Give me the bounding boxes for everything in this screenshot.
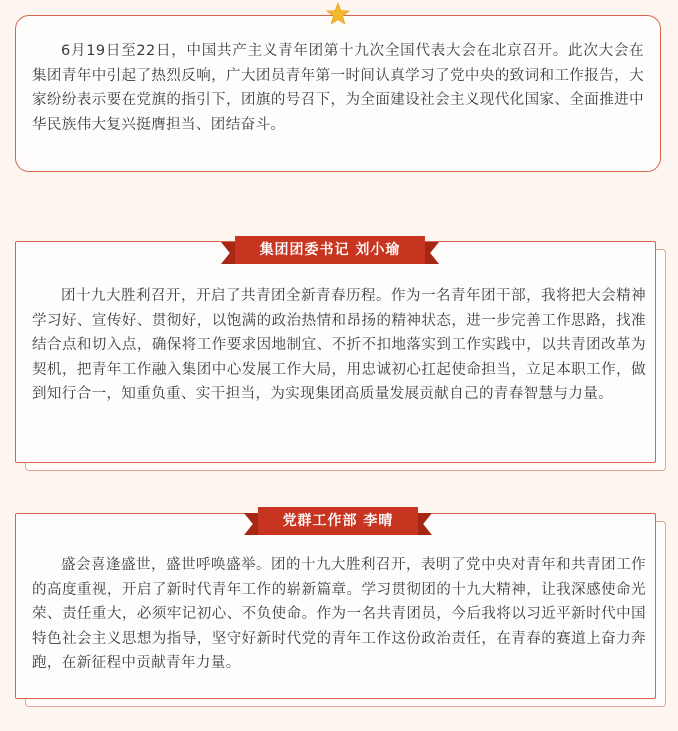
section-2-ribbon [244,507,432,535]
star-icon [326,2,350,26]
section-2-paragraph: 盛会喜逢盛世，盛世呼唤盛举。团的十九大胜利召开，表明了党中央对青年和共青团工作的高度重视，开启了新时代青年工作的崭新篇章。学习贯彻团的十九大精神，让我深感使命光荣、责任重大，必须牢记初心、不负使命。作为一名共青团员，今后我将以习近平新时代中国特色社会主义思想为指导，坚守好新时代党的青年工作这份政治责任，在青春的赛道上奋力奔跑，在新征程中贡献青年力量。 [32,557,646,672]
section-1-ribbon [221,236,439,264]
section-2-title: 党群工作部 李晴 [282,513,394,529]
intro-paragraph: 6月19日至22日，中国共产主义青年团第十九次全国代表大会在北京召开。此次大会在集团青年中引起了热烈反响，广大团员青年第一时间认真学习了党中央的致词和工作报告，大家纷纷表示要在党旗的指引下，团旗的号召下，为全面建设社会主义现代化国家、全面推进中华民族伟大复兴挺膺担当、团结奋斗。 [32,43,644,133]
section-1-title: 集团团委书记 刘小瑜 [259,242,401,258]
section-1-paragraph: 团十九大胜利召开，开启了共青团全新青春历程。作为一名青年团干部，我将把大会精神学习好、宣传好、贯彻好，以饱满的政治热情和昂扬的精神状态，进一步完善工作思路，找准结合点和切入点，确保将工作要求因地制宜、不折不扣地落实到工作实践中，以共青团改革为契机，把青年工作融入集团中心发展工作大局，用忠诚初心扛起使命担当，立足本职工作，做到知行合一，知重负重、实干担当，为实现集团高质量发展贡献自己的青春智慧与力量。 [32,288,646,403]
